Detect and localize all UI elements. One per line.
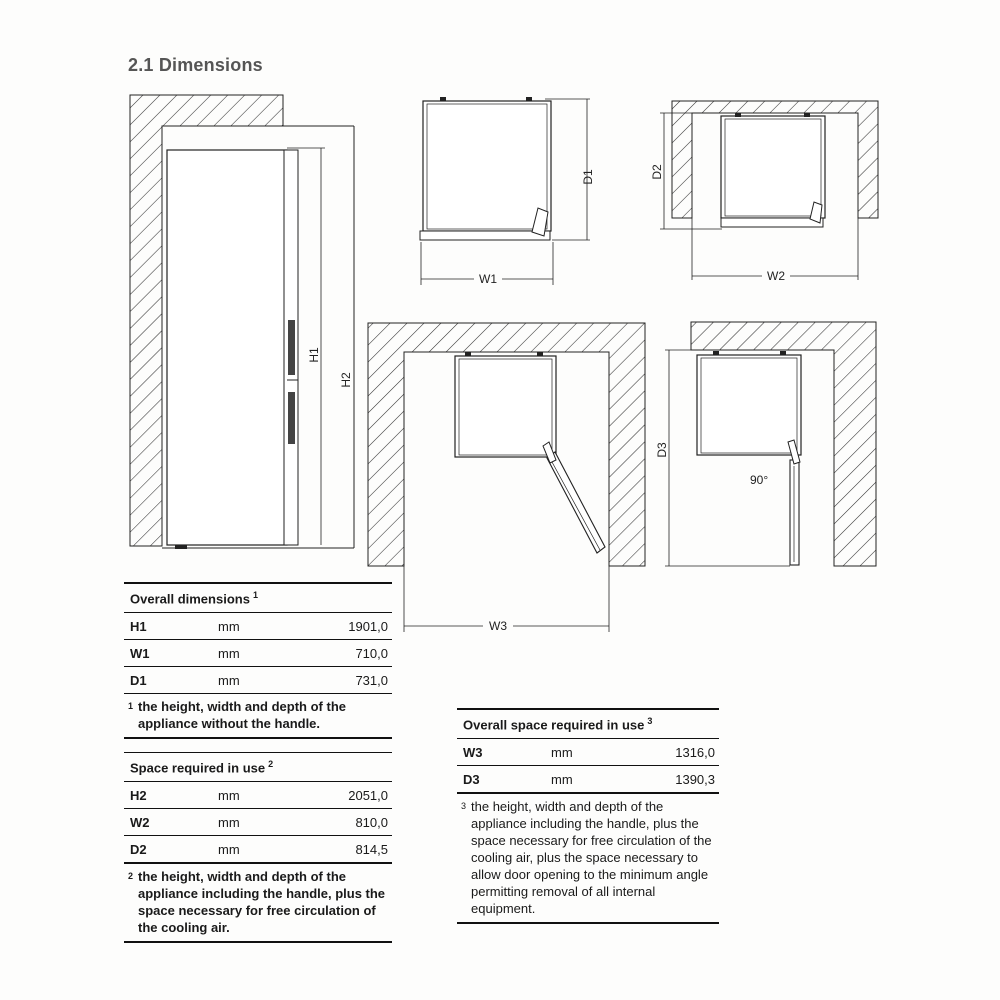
label-w2: W2: [767, 269, 785, 283]
top-view-w1-d1-diagram: [420, 97, 595, 286]
table-row: H1 mm 1901,0: [130, 618, 388, 634]
table-header: Overall dimensions $^1$: [130, 590, 258, 607]
table-row: D2 mm 814,5: [130, 841, 388, 857]
side-view-diagram: [130, 95, 354, 549]
table-row: W2 mm 810,0: [130, 814, 388, 830]
table-footnote: 2 the height, width and depth of the appliance including the handle, plus the space necessary for free circulation of the cooling air.: [128, 869, 386, 936]
label-d3: D3: [655, 442, 669, 458]
overall-space-required-table: [457, 708, 719, 924]
label-w3: W3: [489, 619, 507, 633]
table-footnote: 1 the height, width and depth of the appliance without the handle.: [128, 699, 346, 732]
table-row: W3 mm 1316,0: [463, 744, 715, 760]
label-w1: W1: [479, 272, 497, 286]
space-required-table: [124, 752, 392, 943]
table-header: Space required in use $^2$: [130, 759, 274, 776]
table-row: H2 mm 2051,0: [130, 787, 388, 803]
label-h2: H2: [339, 372, 353, 388]
table-row: W1 mm 710,0: [130, 645, 388, 661]
door-open-d3-diagram: [655, 322, 876, 566]
table-row: D3 mm 1390,3: [463, 771, 715, 787]
table-row: D1 mm 731,0: [130, 672, 388, 688]
label-d1: D1: [581, 169, 595, 185]
top-view-w2-d2-diagram: [650, 101, 878, 283]
table-footnote: 3 the height, width and depth of the appliance including the handle, plus the space necessary for free circulation of the cooling air, plus the space necessary to allow door opening to the minimum angle permitting removal of all internal equipment.: [461, 799, 712, 917]
label-angle: 90°: [750, 473, 769, 487]
door-open-w3-diagram: [368, 323, 645, 633]
label-d2: D2: [650, 164, 664, 180]
table-header: Overall space required in use $^3$: [463, 716, 653, 733]
overall-dimensions-table: [124, 582, 392, 739]
label-h1: H1: [307, 347, 321, 363]
section-title: 2.1 Dimensions: [128, 55, 263, 75]
